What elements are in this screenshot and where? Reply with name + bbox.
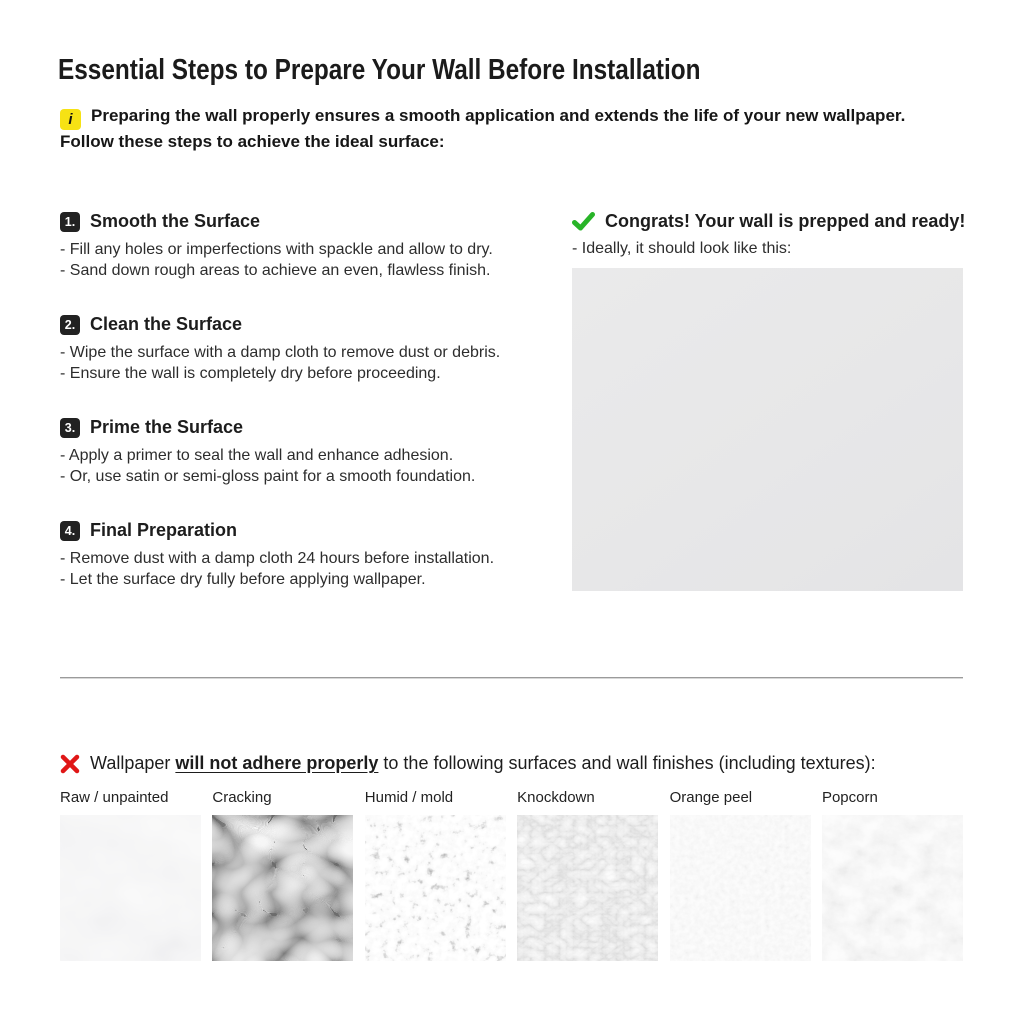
step-2-title: Clean the Surface xyxy=(90,314,243,334)
texture-label: Raw / unpainted xyxy=(60,789,169,806)
surface-orange-peel xyxy=(670,789,811,961)
step-2-bullet-1: - Wipe the surface with a damp cloth to remove dust or debris. xyxy=(60,344,501,361)
page-title: Essential Steps to Prepare Your Wall Before Installation xyxy=(58,54,701,86)
orange-peel-texture-image xyxy=(670,815,811,961)
bad-surfaces-grid xyxy=(60,789,963,961)
step-3-bullet-1: - Apply a primer to seal the wall and enhance adhesion. xyxy=(60,447,454,464)
warning-section xyxy=(60,753,972,774)
popcorn-texture-image xyxy=(822,815,963,961)
steps-list xyxy=(60,211,538,623)
intro-paragraph xyxy=(60,104,966,154)
warning-text xyxy=(90,753,876,774)
step-1-heading xyxy=(60,211,538,232)
step-3-number-badge: 3. xyxy=(60,418,80,438)
check-icon xyxy=(572,212,595,231)
step-1-title: Smooth the Surface xyxy=(90,211,261,231)
intro-line2: Follow these steps to achieve the ideal surface: xyxy=(60,132,445,151)
step-2-heading xyxy=(60,314,538,335)
step-4-bullet-1: - Remove dust with a damp cloth 24 hours before installation. xyxy=(60,550,495,567)
success-subtitle: - Ideally, it should look like this: xyxy=(572,240,792,257)
surface-knockdown xyxy=(517,789,658,961)
surface-raw-unpainted xyxy=(60,789,201,961)
texture-label: Cracking xyxy=(212,789,272,806)
prepped-wall-sample-image xyxy=(572,268,963,591)
step-1-bullet-1: - Fill any holes or imperfections with spackle and allow to dry. xyxy=(60,241,493,258)
texture-label: Orange peel xyxy=(669,789,753,806)
surface-humid-mold xyxy=(365,789,506,961)
success-heading xyxy=(572,211,966,232)
step-3-bullet-2: - Or, use satin or semi-gloss paint for a smooth foundation. xyxy=(60,468,476,485)
raw-unpainted-texture-image xyxy=(60,815,201,961)
texture-label: Humid / mold xyxy=(364,789,454,806)
humid-mold-texture-image xyxy=(365,815,506,961)
intro-line1: Preparing the wall properly ensures a smooth application and extends the life of your new wallpaper. xyxy=(91,106,906,125)
success-title: Congrats! Your wall is prepped and ready! xyxy=(605,211,966,231)
step-1-number-badge: 1. xyxy=(60,212,80,232)
step-3-heading xyxy=(60,417,538,438)
section-divider xyxy=(60,677,963,679)
step-4-heading xyxy=(60,520,538,541)
step-4-final-preparation xyxy=(60,520,538,590)
step-2-bullet-2: - Ensure the wall is completely dry before proceeding. xyxy=(60,365,441,382)
warning-prefix: Wallpaper xyxy=(90,753,176,773)
success-section xyxy=(572,211,966,591)
warning-suffix: to the following surfaces and wall finishes (including textures): xyxy=(378,753,876,773)
step-2-clean-the-surface xyxy=(60,314,538,384)
knockdown-texture-image xyxy=(517,815,658,961)
step-3-title: Prime the Surface xyxy=(90,417,244,437)
step-3-prime-the-surface xyxy=(60,417,538,487)
surface-popcorn xyxy=(822,789,963,961)
texture-label: Popcorn xyxy=(821,789,878,806)
surface-cracking xyxy=(212,789,353,961)
step-1-bullet-2: - Sand down rough areas to achieve an even, flawless finish. xyxy=(60,262,491,279)
info-icon: i xyxy=(60,109,81,130)
step-4-number-badge: 4. xyxy=(60,521,80,541)
cracking-texture-image xyxy=(212,815,353,961)
step-4-title: Final Preparation xyxy=(90,520,238,540)
warning-emphasis: will not adhere properly xyxy=(175,753,379,773)
step-2-number-badge: 2. xyxy=(60,315,80,335)
cross-icon xyxy=(60,754,80,774)
texture-label: Knockdown xyxy=(517,789,595,806)
step-4-bullet-2: - Let the surface dry fully before applying wallpaper. xyxy=(60,571,426,588)
step-1-smooth-the-surface xyxy=(60,211,538,281)
